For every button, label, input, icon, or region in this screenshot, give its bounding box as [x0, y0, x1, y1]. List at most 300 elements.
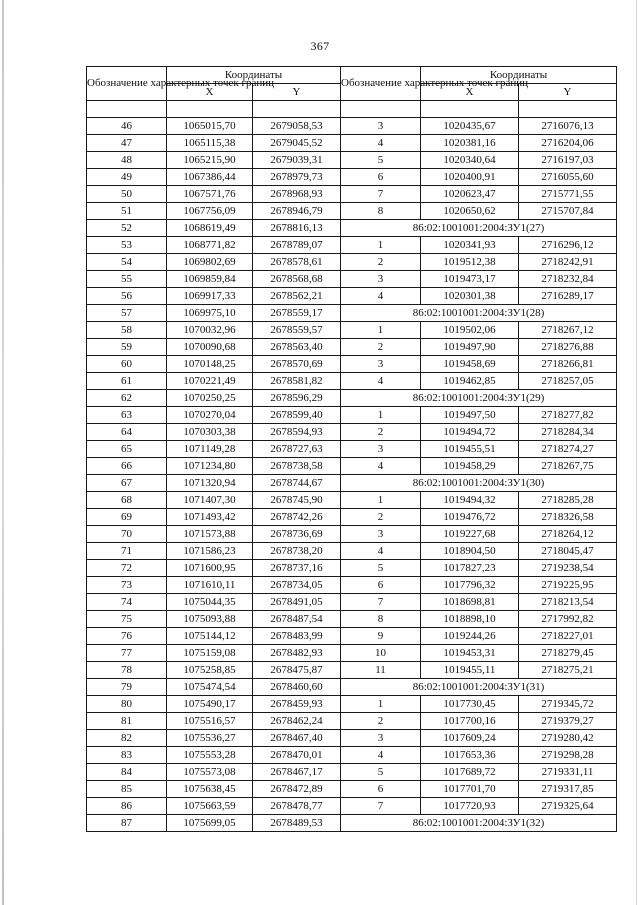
table-row [87, 815, 617, 832]
right-coord-y: 2718276,88 [519, 339, 617, 356]
right-coord-y: 2718264,12 [519, 526, 617, 543]
left-coord-y: 2678789,07 [253, 237, 341, 254]
left-coord-y: 2678559,17 [253, 305, 341, 322]
right-point-number: 4 [341, 135, 421, 152]
left-point-number: 52 [87, 220, 167, 237]
left-point-number: 55 [87, 271, 167, 288]
table-row [87, 492, 617, 509]
left-coord-y: 2678472,89 [253, 781, 341, 798]
right-coord-y: 2716076,13 [519, 118, 617, 135]
right-point-number: 8 [341, 611, 421, 628]
left-coord-x: 1069859,84 [167, 271, 253, 288]
plot-cadastral-number: 86:02:1001001:2004:ЗУ1(30) [341, 475, 617, 492]
table-row [87, 798, 617, 815]
right-point-number: 7 [341, 186, 421, 203]
right-point-number: 1 [341, 322, 421, 339]
right-point-number: 5 [341, 560, 421, 577]
left-coord-y: 2678470,01 [253, 747, 341, 764]
left-coord-y: 2678559,57 [253, 322, 341, 339]
right-coord-y: 2718267,75 [519, 458, 617, 475]
right-coord-y: 2718285,28 [519, 492, 617, 509]
right-coord-y: 2718213,54 [519, 594, 617, 611]
left-point-number: 46 [87, 118, 167, 135]
right-coord-x: 1018904,50 [421, 543, 519, 560]
left-point-number: 86 [87, 798, 167, 815]
table-row [87, 356, 617, 373]
right-coord-y: 2715707,84 [519, 203, 617, 220]
table-row [87, 203, 617, 220]
left-coord-x: 1075159,08 [167, 645, 253, 662]
right-coord-y: 2719379,27 [519, 713, 617, 730]
left-coord-y: 2678742,26 [253, 509, 341, 526]
right-point-number: 1 [341, 492, 421, 509]
left-coord-x: 1071573,88 [167, 526, 253, 543]
right-coord-y: 2718275,21 [519, 662, 617, 679]
left-point-number: 61 [87, 373, 167, 390]
left-point-number: 75 [87, 611, 167, 628]
scan-edge-left [2, 0, 4, 905]
left-coord-x: 1075093,88 [167, 611, 253, 628]
left-point-number: 79 [87, 679, 167, 696]
right-coord-x: 1019494,72 [421, 424, 519, 441]
right-coord-x: 1019458,69 [421, 356, 519, 373]
table-row [87, 611, 617, 628]
left-coord-x: 1067386,44 [167, 169, 253, 186]
right-coord-x: 1017609,24 [421, 730, 519, 747]
right-coord-y: 2716296,12 [519, 237, 617, 254]
table-body [87, 118, 617, 832]
right-coord-y: 2716289,17 [519, 288, 617, 305]
table-row [87, 696, 617, 713]
left-coord-y: 2678745,90 [253, 492, 341, 509]
left-coord-y: 2678578,61 [253, 254, 341, 271]
left-coord-x: 1071320,94 [167, 475, 253, 492]
right-coord-x: 1017701,70 [421, 781, 519, 798]
left-coord-x: 1075144,12 [167, 628, 253, 645]
left-coord-y: 2678489,53 [253, 815, 341, 832]
left-point-number: 62 [87, 390, 167, 407]
left-point-number: 49 [87, 169, 167, 186]
header-spacer [341, 101, 421, 118]
right-coord-x: 1020400,91 [421, 169, 519, 186]
right-coord-y: 2718277,82 [519, 407, 617, 424]
left-coord-x: 1070032,96 [167, 322, 253, 339]
left-coord-x: 1070148,25 [167, 356, 253, 373]
table-row [87, 339, 617, 356]
left-coord-y: 2678968,93 [253, 186, 341, 203]
right-coord-x: 1019502,06 [421, 322, 519, 339]
left-point-number: 78 [87, 662, 167, 679]
right-coord-x: 1017653,36 [421, 747, 519, 764]
left-coord-x: 1075474,54 [167, 679, 253, 696]
left-coord-y: 2678734,05 [253, 577, 341, 594]
left-point-number: 66 [87, 458, 167, 475]
header-spacer [253, 101, 341, 118]
right-coord-x: 1017796,32 [421, 577, 519, 594]
table-row [87, 628, 617, 645]
right-coord-x: 1020341,93 [421, 237, 519, 254]
left-point-number: 67 [87, 475, 167, 492]
table-row [87, 220, 617, 237]
left-coord-y: 2678738,58 [253, 458, 341, 475]
right-point-number: 1 [341, 696, 421, 713]
left-coord-y: 2678979,73 [253, 169, 341, 186]
plot-cadastral-number: 86:02:1001001:2004:ЗУ1(28) [341, 305, 617, 322]
left-coord-x: 1075553,28 [167, 747, 253, 764]
left-coord-x: 1070303,38 [167, 424, 253, 441]
right-point-number: 5 [341, 152, 421, 169]
header-y-right: Y [519, 84, 617, 101]
table-row [87, 135, 617, 152]
right-coord-x: 1017827,23 [421, 560, 519, 577]
left-coord-x: 1071234,80 [167, 458, 253, 475]
right-coord-x: 1017720,93 [421, 798, 519, 815]
header-x-right: X [421, 84, 519, 101]
right-coord-y: 2719345,72 [519, 696, 617, 713]
left-coord-x: 1068619,49 [167, 220, 253, 237]
right-coord-x: 1020650,62 [421, 203, 519, 220]
left-point-number: 70 [87, 526, 167, 543]
right-coord-y: 2715771,55 [519, 186, 617, 203]
left-point-number: 60 [87, 356, 167, 373]
right-coord-y: 2718279,45 [519, 645, 617, 662]
table-row [87, 373, 617, 390]
right-point-number: 4 [341, 747, 421, 764]
left-coord-y: 2678727,63 [253, 441, 341, 458]
right-point-number: 7 [341, 798, 421, 815]
right-point-number: 2 [341, 424, 421, 441]
left-coord-x: 1069917,33 [167, 288, 253, 305]
left-point-number: 74 [87, 594, 167, 611]
right-point-number: 6 [341, 577, 421, 594]
right-coord-x: 1019497,90 [421, 339, 519, 356]
right-point-number: 2 [341, 254, 421, 271]
left-point-number: 53 [87, 237, 167, 254]
table-row [87, 254, 617, 271]
page-number: 367 [310, 39, 330, 53]
right-coord-y: 2718267,12 [519, 322, 617, 339]
left-point-number: 56 [87, 288, 167, 305]
table-row [87, 526, 617, 543]
right-coord-y: 2718242,91 [519, 254, 617, 271]
left-coord-x: 1070221,49 [167, 373, 253, 390]
left-point-number: 57 [87, 305, 167, 322]
right-point-number: 3 [341, 271, 421, 288]
right-coord-y: 2719298,28 [519, 747, 617, 764]
left-coord-y: 2678482,93 [253, 645, 341, 662]
right-point-number: 2 [341, 509, 421, 526]
table-row [87, 288, 617, 305]
left-point-number: 71 [87, 543, 167, 560]
left-coord-x: 1075638,45 [167, 781, 253, 798]
left-point-number: 47 [87, 135, 167, 152]
left-coord-y: 2678487,54 [253, 611, 341, 628]
table-header [87, 67, 617, 118]
right-point-number: 6 [341, 781, 421, 798]
table-row [87, 390, 617, 407]
left-coord-y: 2678737,16 [253, 560, 341, 577]
right-coord-x: 1019453,31 [421, 645, 519, 662]
left-coord-x: 1071407,30 [167, 492, 253, 509]
left-point-number: 83 [87, 747, 167, 764]
right-point-number: 1 [341, 407, 421, 424]
left-point-number: 77 [87, 645, 167, 662]
right-coord-y: 2717992,82 [519, 611, 617, 628]
right-coord-x: 1019455,51 [421, 441, 519, 458]
left-coord-y: 2678596,29 [253, 390, 341, 407]
right-coord-y: 2718232,84 [519, 271, 617, 288]
left-coord-x: 1071610,11 [167, 577, 253, 594]
left-coord-y: 2678467,17 [253, 764, 341, 781]
left-coord-y: 2678459,93 [253, 696, 341, 713]
header-spacer [87, 101, 167, 118]
right-coord-y: 2718257,05 [519, 373, 617, 390]
plot-cadastral-number: 86:02:1001001:2004:ЗУ1(29) [341, 390, 617, 407]
coordinates-table [86, 66, 617, 832]
table-row [87, 577, 617, 594]
right-coord-x: 1020623,47 [421, 186, 519, 203]
left-coord-y: 2678491,05 [253, 594, 341, 611]
right-point-number: 9 [341, 628, 421, 645]
left-coord-y: 2678563,40 [253, 339, 341, 356]
right-point-number: 3 [341, 441, 421, 458]
left-coord-y: 2678946,79 [253, 203, 341, 220]
right-coord-y: 2716204,06 [519, 135, 617, 152]
right-coord-x: 1017689,72 [421, 764, 519, 781]
left-coord-x: 1071493,42 [167, 509, 253, 526]
left-coord-y: 2678736,69 [253, 526, 341, 543]
left-point-number: 48 [87, 152, 167, 169]
left-coord-y: 2678483,99 [253, 628, 341, 645]
left-coord-y: 2678816,13 [253, 220, 341, 237]
scan-edge-right [636, 0, 637, 905]
left-coord-y: 2679058,53 [253, 118, 341, 135]
table-row [87, 152, 617, 169]
header-y-left: Y [253, 84, 341, 101]
table-row [87, 560, 617, 577]
left-point-number: 72 [87, 560, 167, 577]
right-point-number: 4 [341, 543, 421, 560]
right-coord-y: 2719317,85 [519, 781, 617, 798]
table-row [87, 424, 617, 441]
left-coord-y: 2678562,21 [253, 288, 341, 305]
right-coord-x: 1017730,45 [421, 696, 519, 713]
left-coord-y: 2678599,40 [253, 407, 341, 424]
left-point-number: 64 [87, 424, 167, 441]
left-coord-x: 1068771,82 [167, 237, 253, 254]
left-coord-y: 2678475,87 [253, 662, 341, 679]
table-row [87, 118, 617, 135]
left-coord-x: 1070090,68 [167, 339, 253, 356]
left-point-number: 85 [87, 781, 167, 798]
header-x-left: X [167, 84, 253, 101]
header-coordinates-right: Координаты [421, 67, 617, 84]
left-coord-y: 2678738,20 [253, 543, 341, 560]
table-row [87, 747, 617, 764]
left-coord-y: 2678594,93 [253, 424, 341, 441]
right-point-number: 2 [341, 339, 421, 356]
header-designation-right: Обозначение характерных точек границ [341, 67, 421, 101]
right-point-number: 4 [341, 373, 421, 390]
right-point-number: 4 [341, 458, 421, 475]
left-point-number: 73 [87, 577, 167, 594]
table-row [87, 322, 617, 339]
right-coord-y: 2719238,54 [519, 560, 617, 577]
table-row [87, 764, 617, 781]
right-coord-y: 2718274,27 [519, 441, 617, 458]
table-row [87, 781, 617, 798]
left-coord-x: 1071586,23 [167, 543, 253, 560]
plot-cadastral-number: 86:02:1001001:2004:ЗУ1(31) [341, 679, 617, 696]
table-row [87, 645, 617, 662]
table-row [87, 305, 617, 322]
right-point-number: 5 [341, 764, 421, 781]
right-point-number: 7 [341, 594, 421, 611]
right-coord-x: 1019494,32 [421, 492, 519, 509]
left-coord-x: 1069975,10 [167, 305, 253, 322]
right-coord-x: 1020381,16 [421, 135, 519, 152]
header-spacer [421, 101, 519, 118]
right-coord-x: 1019462,85 [421, 373, 519, 390]
right-coord-x: 1018898,10 [421, 611, 519, 628]
left-coord-x: 1070250,25 [167, 390, 253, 407]
right-coord-x: 1019476,72 [421, 509, 519, 526]
right-coord-x: 1019497,50 [421, 407, 519, 424]
left-point-number: 65 [87, 441, 167, 458]
table-row [87, 543, 617, 560]
right-coord-y: 2718045,47 [519, 543, 617, 560]
left-coord-x: 1067756,09 [167, 203, 253, 220]
right-coord-y: 2718266,81 [519, 356, 617, 373]
left-point-number: 76 [87, 628, 167, 645]
left-point-number: 63 [87, 407, 167, 424]
table-row [87, 730, 617, 747]
right-coord-x: 1019473,17 [421, 271, 519, 288]
left-point-number: 82 [87, 730, 167, 747]
right-point-number: 3 [341, 526, 421, 543]
header-designation-left: Обозначение характерных точек границ [87, 67, 167, 101]
left-point-number: 81 [87, 713, 167, 730]
left-point-number: 68 [87, 492, 167, 509]
left-coord-y: 2678744,67 [253, 475, 341, 492]
left-coord-y: 2678478,77 [253, 798, 341, 815]
left-coord-x: 1070270,04 [167, 407, 253, 424]
left-coord-x: 1065215,90 [167, 152, 253, 169]
left-point-number: 50 [87, 186, 167, 203]
table-row [87, 271, 617, 288]
header-spacer [519, 101, 617, 118]
left-coord-x: 1075516,57 [167, 713, 253, 730]
table-row [87, 441, 617, 458]
left-point-number: 51 [87, 203, 167, 220]
left-coord-x: 1075490,17 [167, 696, 253, 713]
left-coord-x: 1075536,27 [167, 730, 253, 747]
header-spacer [167, 101, 253, 118]
right-coord-y: 2719331,11 [519, 764, 617, 781]
left-coord-x: 1071600,95 [167, 560, 253, 577]
right-coord-x: 1017700,16 [421, 713, 519, 730]
left-coord-y: 2679039,31 [253, 152, 341, 169]
left-coord-y: 2678570,69 [253, 356, 341, 373]
right-coord-y: 2718326,58 [519, 509, 617, 526]
right-coord-x: 1020301,38 [421, 288, 519, 305]
table-row [87, 186, 617, 203]
right-coord-x: 1018698,81 [421, 594, 519, 611]
left-point-number: 54 [87, 254, 167, 271]
left-coord-x: 1069802,69 [167, 254, 253, 271]
right-coord-y: 2716055,60 [519, 169, 617, 186]
table-row [87, 475, 617, 492]
table-row [87, 458, 617, 475]
right-point-number: 3 [341, 118, 421, 135]
left-coord-x: 1075663,59 [167, 798, 253, 815]
right-coord-x: 1020435,67 [421, 118, 519, 135]
left-coord-x: 1065015,70 [167, 118, 253, 135]
left-coord-x: 1075044,35 [167, 594, 253, 611]
right-point-number: 4 [341, 288, 421, 305]
right-point-number: 2 [341, 713, 421, 730]
right-point-number: 3 [341, 730, 421, 747]
right-coord-x: 1020340,64 [421, 152, 519, 169]
plot-cadastral-number: 86:02:1001001:2004:ЗУ1(32) [341, 815, 617, 832]
right-coord-y: 2718227,01 [519, 628, 617, 645]
right-coord-x: 1019512,38 [421, 254, 519, 271]
right-coord-y: 2718284,34 [519, 424, 617, 441]
right-point-number: 11 [341, 662, 421, 679]
left-coord-x: 1075573,08 [167, 764, 253, 781]
table-row [87, 169, 617, 186]
right-coord-y: 2719325,64 [519, 798, 617, 815]
left-point-number: 58 [87, 322, 167, 339]
left-coord-x: 1075258,85 [167, 662, 253, 679]
right-point-number: 1 [341, 237, 421, 254]
plot-cadastral-number: 86:02:1001001:2004:ЗУ1(27) [341, 220, 617, 237]
header-coordinates-left: Координаты [167, 67, 341, 84]
left-coord-x: 1075699,05 [167, 815, 253, 832]
right-point-number: 10 [341, 645, 421, 662]
right-point-number: 3 [341, 356, 421, 373]
table-row [87, 594, 617, 611]
left-point-number: 84 [87, 764, 167, 781]
left-coord-y: 2678568,68 [253, 271, 341, 288]
left-coord-y: 2678581,82 [253, 373, 341, 390]
left-coord-y: 2678460,60 [253, 679, 341, 696]
table-row [87, 662, 617, 679]
left-coord-y: 2678462,24 [253, 713, 341, 730]
left-coord-y: 2678467,40 [253, 730, 341, 747]
right-point-number: 8 [341, 203, 421, 220]
right-coord-x: 1019458,29 [421, 458, 519, 475]
left-coord-x: 1065115,38 [167, 135, 253, 152]
right-coord-x: 1019455,11 [421, 662, 519, 679]
right-point-number: 6 [341, 169, 421, 186]
table-row [87, 237, 617, 254]
left-point-number: 80 [87, 696, 167, 713]
table-row [87, 679, 617, 696]
left-point-number: 59 [87, 339, 167, 356]
right-coord-y: 2716197,03 [519, 152, 617, 169]
right-coord-y: 2719280,42 [519, 730, 617, 747]
table-row [87, 713, 617, 730]
right-coord-y: 2719225,95 [519, 577, 617, 594]
left-coord-x: 1067571,76 [167, 186, 253, 203]
table-row [87, 509, 617, 526]
right-coord-x: 1019227,68 [421, 526, 519, 543]
left-point-number: 69 [87, 509, 167, 526]
left-point-number: 87 [87, 815, 167, 832]
right-coord-x: 1019244,26 [421, 628, 519, 645]
left-coord-y: 2679045,52 [253, 135, 341, 152]
